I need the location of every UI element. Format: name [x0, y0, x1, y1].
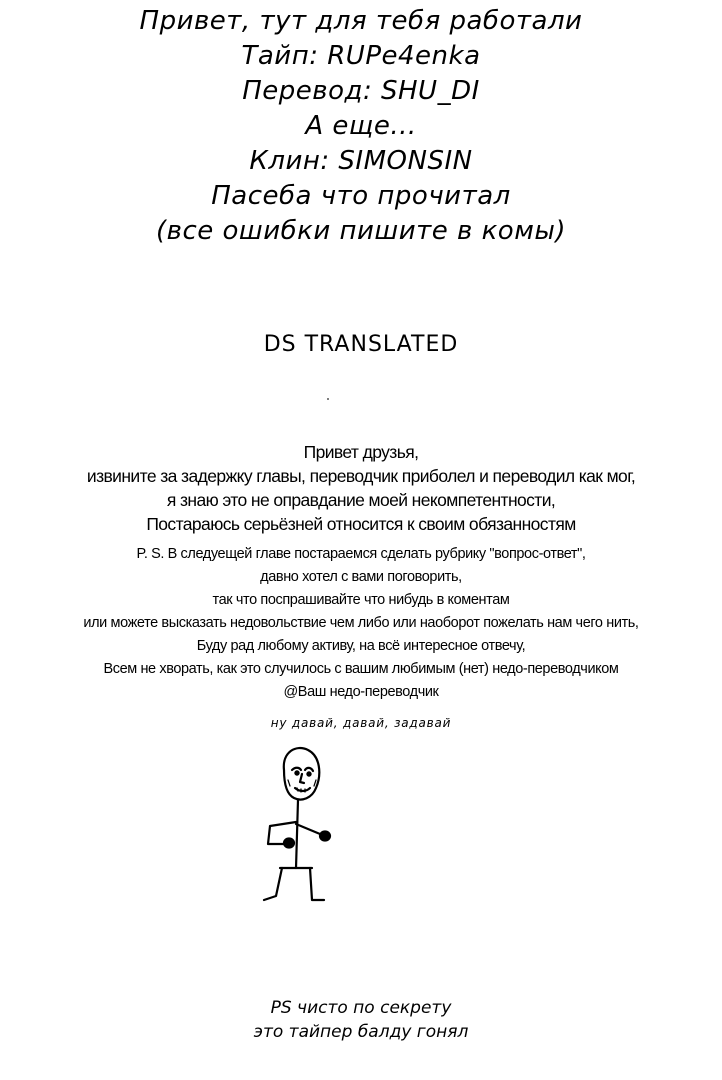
ps-line: так что поспрашивайте что нибудь в коментам — [212, 592, 510, 608]
ps-line: Всем не хворать, как это случилось с вашим любимым (нет) недо-переводчиком — [103, 661, 619, 677]
apology-line: Привет друзья, — [303, 442, 419, 462]
secret-line: PS чисто по секрету — [270, 998, 452, 1018]
credits-line: (все ошибки пишите в комы) — [156, 216, 566, 246]
apology-block — [0, 440, 722, 536]
apology-line: я знаю это не оправдание моей некомпетентности, — [166, 490, 556, 510]
ps-line: P. S. В следуещей главе постараемся сделать рубрику "вопрос-ответ", — [136, 546, 586, 562]
secret-line: это тайпер балду гонял — [253, 1022, 469, 1042]
stick-figure-boxer-icon — [240, 740, 360, 940]
credits-line: Привет, тут для тебя работали — [139, 6, 583, 36]
ps-line: Буду рад любому активу, на всё интересное отвечу, — [196, 638, 526, 654]
stray-dot — [327, 398, 329, 400]
credits-line: Пасеба что прочитал — [211, 181, 511, 211]
ps-line: давно хотел с вами поговорить, — [260, 569, 462, 585]
credits-block — [0, 4, 722, 249]
credits-line: Клин: SIMONSIN — [249, 146, 473, 176]
credits-line: Перевод: SHU_DI — [242, 76, 480, 106]
apology-line: Постараюсь серьёзней относится к своим обязанностям — [146, 514, 576, 534]
ps-line: или можете высказать недовольствие чем либо или наоборот пожелать нам чего нить, — [83, 615, 639, 631]
ps-line: @Ваш недо-переводчик — [283, 684, 439, 700]
ps-block — [0, 543, 722, 704]
apology-line: извините за задержку главы, переводчик приболел и переводил как мог, — [86, 466, 636, 486]
secret-note — [0, 996, 722, 1044]
figure-caption: ну давай, давай, задавай — [270, 716, 452, 730]
credits-line: А еще... — [305, 111, 417, 141]
credits-line: Тайп: RUPe4enka — [241, 41, 481, 71]
group-name: DS TRANSLATED — [263, 332, 459, 357]
